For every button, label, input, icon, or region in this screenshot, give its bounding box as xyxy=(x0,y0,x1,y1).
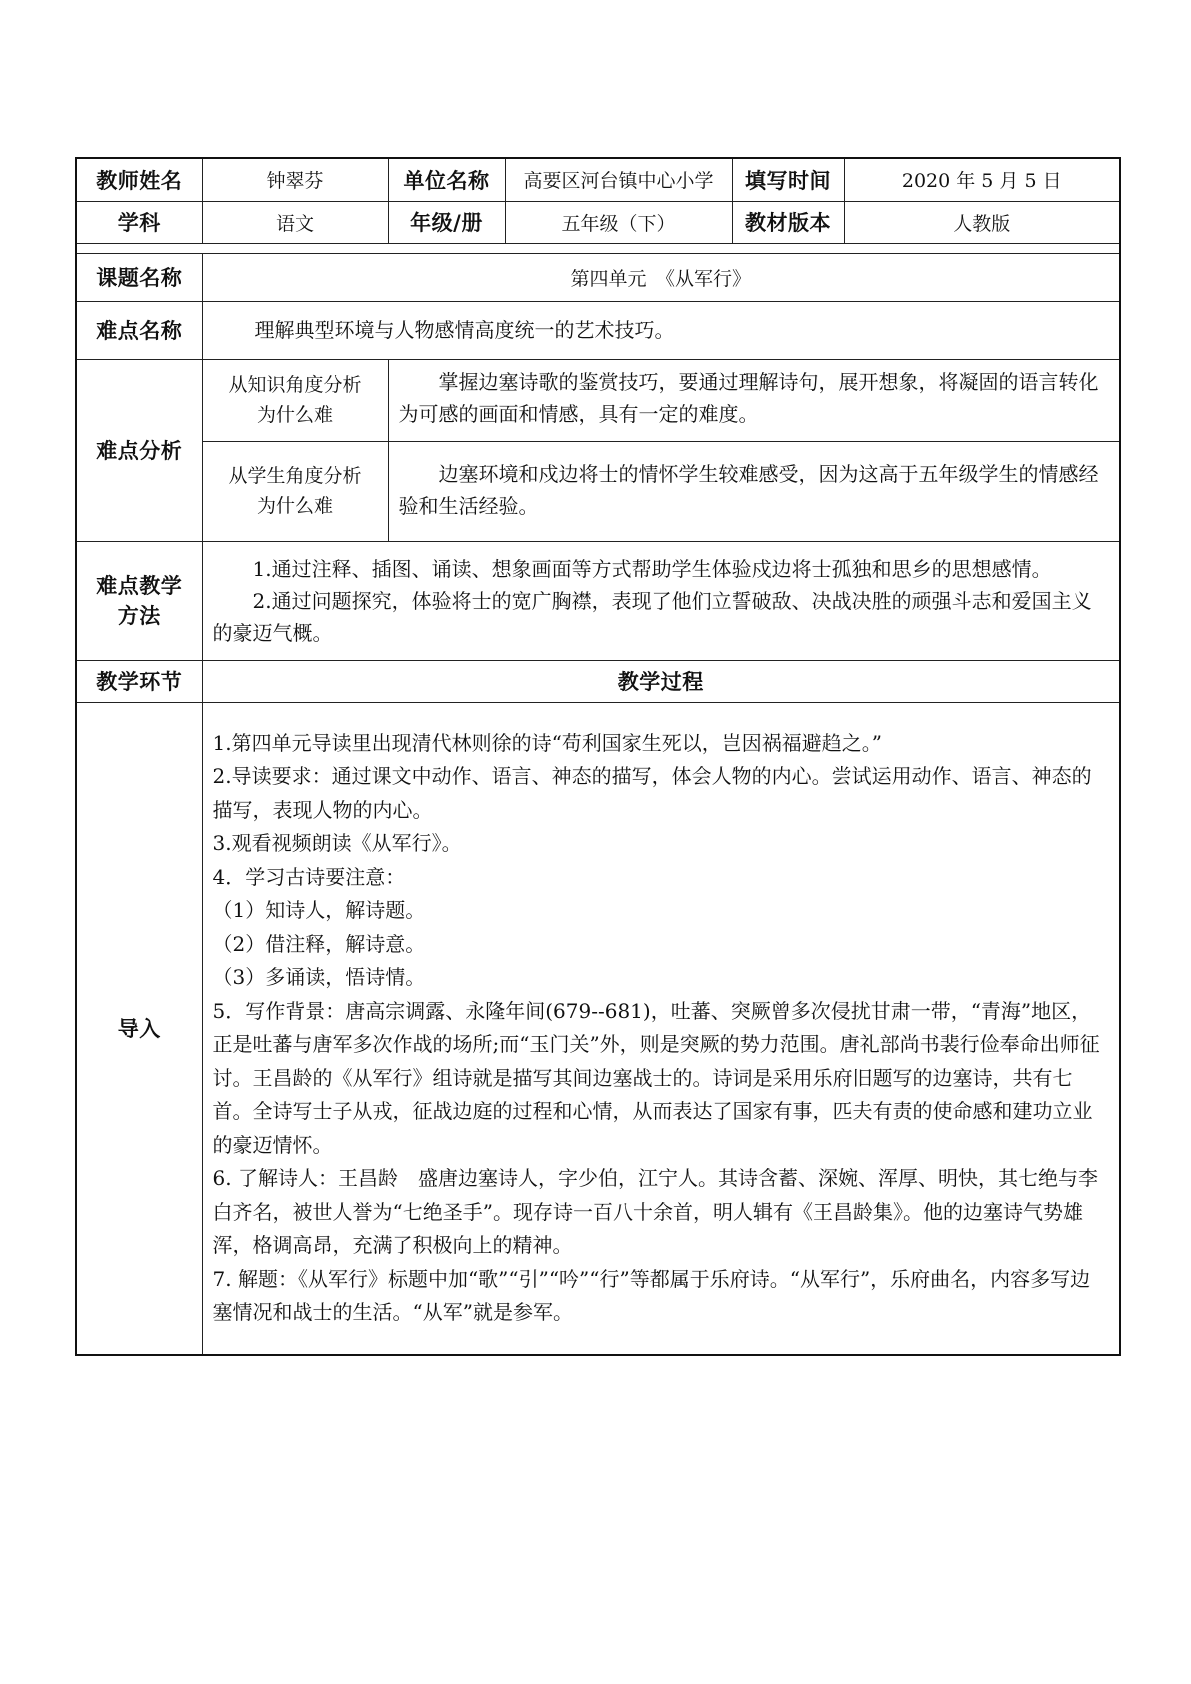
topic-value: 第四单元 《从军行》 xyxy=(202,253,1120,301)
fill-date-value: 2020 年 5 月 5 日 xyxy=(844,158,1120,201)
fill-date-label: 填写时间 xyxy=(732,158,844,201)
teacher-name-label: 教师姓名 xyxy=(76,158,202,201)
student-label-line-1: 从学生角度分析 xyxy=(228,465,362,487)
spacer-row xyxy=(76,243,1120,253)
intro-row xyxy=(76,702,1120,1355)
student-label-line-2: 为什么难 xyxy=(256,495,333,517)
subject-label: 学科 xyxy=(76,201,202,243)
header-row-1 xyxy=(76,158,1120,201)
difficulty-value: 理解典型环境与人物感情高度统一的艺术技巧。 xyxy=(202,301,1120,359)
knowledge-analysis-text xyxy=(388,359,1120,441)
method-row xyxy=(76,541,1120,660)
student-analysis-text xyxy=(388,441,1120,541)
teacher-name-value: 钟翠芬 xyxy=(202,158,388,201)
grade-value: 五年级（下） xyxy=(505,201,732,243)
student-analysis-label xyxy=(202,441,388,541)
analysis-row-student xyxy=(76,441,1120,541)
method-label-line-1: 难点教学 xyxy=(96,573,183,598)
topic-label: 课题名称 xyxy=(76,253,202,301)
intro-line-5: （1）知诗人，解诗题。 xyxy=(212,898,426,922)
topic-row xyxy=(76,253,1120,301)
edition-label: 教材版本 xyxy=(732,201,844,243)
intro-line-8: 5．写作背景：唐高宗调露、永隆年间(679--681)，吐蕃、突厥曾多次侵扰甘肃一带，“青海”地区，正是吐蕃与唐军多次作战的场所;而“玉门关”外，则是突厥的势力范围。唐礼部尚书裴行俭奉命出师征讨。王昌龄的《从军行》组诗就是描写其间边塞战士的。诗词是采用乐府旧题写的边塞诗，共有七首。全诗写士子从戎，征战边庭的过程和心情，从而表达了国家有事，匹夫有责的使命感和建功立业的豪迈情怀。 xyxy=(212,998,1100,1157)
student-analysis-paragraph: 边塞环境和戍边将士的情怀学生较难感受，因为这高于五年级学生的情感经验和生活经验。 xyxy=(398,461,1099,518)
difficulty-label: 难点名称 xyxy=(76,301,202,359)
stage-header: 教学环节 xyxy=(76,660,202,702)
intro-line-9: 6. 了解诗人：王昌龄 盛唐边塞诗人，字少伯，江宁人。其诗含蓄、深婉、浑厚、明快，其七绝与李白齐名，被世人誉为“七绝圣手”。现存诗一百八十余首，明人辑有《王昌龄集》。他的边塞诗气势雄浑，格调高昂，充满了积极向上的精神。 xyxy=(212,1166,1098,1257)
knowledge-label-line-1: 从知识角度分析 xyxy=(228,374,362,396)
intro-line-1: 1.第四单元导读里出现清代林则徐的诗“苟利国家生死以，岂因祸福避趋之。” xyxy=(212,730,883,755)
analysis-row-knowledge xyxy=(76,359,1120,441)
intro-line-7: （3）多诵读，悟诗情。 xyxy=(212,965,426,989)
intro-content xyxy=(202,702,1120,1355)
unit-name-label: 单位名称 xyxy=(388,158,505,201)
subject-value: 语文 xyxy=(202,201,388,243)
lesson-plan-table xyxy=(75,157,1121,1356)
intro-stage-label: 导入 xyxy=(76,702,202,1355)
method-label-line-2: 方法 xyxy=(117,603,161,628)
method-item-2: 2.通过问题探究，体验将士的宽广胸襟，表现了他们立誓破敌、决战决胜的顽强斗志和爱国主义的豪迈气概。 xyxy=(212,588,1092,645)
intro-line-6: （2）借注释，解诗意。 xyxy=(212,931,426,956)
difficulty-row xyxy=(76,301,1120,359)
knowledge-analysis-label xyxy=(202,359,388,441)
knowledge-label-line-2: 为什么难 xyxy=(256,404,333,426)
intro-line-3: 3.观看视频朗读《从军行》。 xyxy=(212,831,462,855)
edition-value: 人教版 xyxy=(844,201,1120,243)
process-header: 教学过程 xyxy=(202,660,1120,702)
unit-name-value: 高要区河台镇中心小学 xyxy=(505,158,732,201)
header-row-2 xyxy=(76,201,1120,243)
intro-line-4: 4．学习古诗要注意： xyxy=(212,864,406,889)
intro-line-2: 2.导读要求：通过课文中动作、语言、神态的描写，体会人物的内心。尝试运用动作、语言、神态的描写，表现人物的内心。 xyxy=(212,764,1092,822)
knowledge-analysis-paragraph: 掌握边塞诗歌的鉴赏技巧，要通过理解诗句，展开想象，将凝固的语言转化为可感的画面和情感，具有一定的难度。 xyxy=(398,369,1099,426)
process-header-row xyxy=(76,660,1120,702)
method-label xyxy=(76,541,202,660)
intro-line-10: 7. 解题：《从军行》标题中加“歌”“引”“吟”“行”等都属于乐府诗。“从军行”，乐府曲名，内容多写边塞情况和战士的生活。“从军”就是参军。 xyxy=(212,1266,1091,1324)
spacer-cell xyxy=(76,243,1120,253)
method-item-1: 1.通过注释、插图、诵读、想象画面等方式帮助学生体验戍边将士孤独和思乡的思想感情。 xyxy=(252,556,1052,581)
analysis-label: 难点分析 xyxy=(76,359,202,541)
grade-label: 年级/册 xyxy=(388,201,505,243)
method-text xyxy=(202,541,1120,660)
